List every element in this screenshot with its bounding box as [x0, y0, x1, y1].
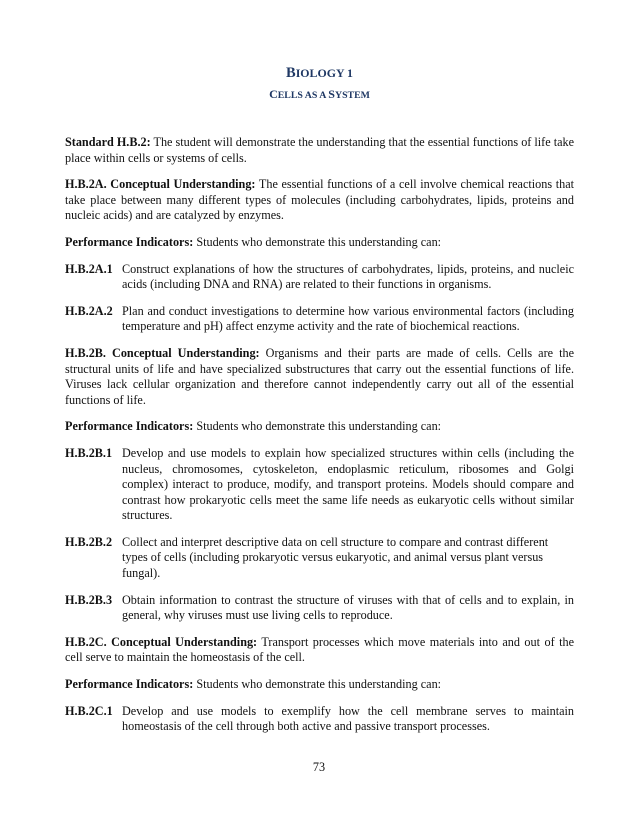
pi-heading-text: Students who demonstrate this understanding can: — [193, 419, 442, 434]
subtitle-rest-1: ELLS AS A — [277, 90, 329, 101]
indicator-text: Obtain information to contrast the structure of viruses with that of cells and to explain, in general, why viruses must use living cells to reproduce. — [122, 592, 574, 623]
cu-c-text: Transport processes which move materials into and out of the cell serve to maintain the homeostasis of the cell. — [65, 634, 574, 665]
title-cap: B — [286, 65, 296, 81]
indicator-text: Construct explanations of how the structures of carbohydrates, lipids, proteins, and nucleic acids (including DNA and RNA) are related to their functions in organisms. — [122, 261, 574, 292]
indicator-item — [65, 304, 574, 335]
title-rest: IOLOGY 1 — [295, 66, 353, 80]
indicator-code: H.B.2A.1 — [65, 261, 113, 276]
indicator-code: H.B.2A.2 — [65, 303, 113, 318]
conceptual-understanding-c — [65, 635, 574, 666]
performance-indicators-heading-b — [65, 419, 574, 435]
cu-b-label: H.B.2B. Conceptual Understanding: — [65, 345, 260, 360]
cu-a-text: The essential functions of a cell involve chemical reactions that take place between many different types of molecules (including carbohydrates, lipids, proteins and nucleic acids) and are catalyzed by enzymes. — [65, 177, 574, 223]
page-title — [65, 64, 574, 82]
indicator-code: H.B.2C.1 — [65, 703, 113, 718]
performance-indicators-heading-a — [65, 235, 574, 251]
indicator-item — [65, 704, 574, 735]
indicator-code: H.B.2B.3 — [65, 592, 113, 607]
standard-label: Standard H.B.2: — [65, 135, 151, 149]
pi-heading-text: Students who demonstrate this understanding can: — [193, 677, 442, 692]
indicator-item — [65, 446, 574, 524]
pi-heading-label: Performance Indicators: — [65, 677, 194, 692]
subtitle-rest-2: YSTEM — [334, 90, 370, 101]
pi-heading-text: Students who demonstrate this understanding can: — [193, 234, 442, 249]
cu-b-text: Organisms and their parts are made of cells. Cells are the structural units of life and have specialized substructures that carry out the essential functions of life. Viruses lack cellular organization and therefore cannot independently carry out all of the essential functions of life. — [65, 345, 574, 407]
standard-text: The student will demonstrate the understanding that the essential functions of life take place within cells or systems of cells. — [65, 135, 575, 165]
standard-paragraph — [65, 135, 574, 166]
indicator-item — [65, 535, 574, 582]
conceptual-understanding-b — [65, 346, 574, 408]
performance-indicators-heading-c — [65, 677, 574, 693]
conceptual-understanding-a — [65, 177, 574, 224]
indicator-text: Collect and interpret descriptive data on cell structure to compare and contrast different types of cells (including prokaryotic versus eukaryotic, and animal versus plant versus fungal). — [122, 534, 549, 581]
cu-c-label: H.B.2C. Conceptual Understanding: — [65, 634, 258, 649]
indicator-item — [65, 593, 574, 624]
indicator-code: H.B.2B.1 — [65, 445, 113, 460]
page-subtitle — [65, 86, 574, 104]
cu-a-label: H.B.2A. Conceptual Understanding: — [65, 177, 256, 192]
subtitle-cap-1: C — [269, 87, 278, 101]
indicator-text: Plan and conduct investigations to determine how various environmental factors (including temperature and pH) affect enzyme activity and the rate of biochemical reactions. — [122, 303, 574, 334]
indicator-code: H.B.2B.2 — [65, 534, 113, 549]
page-number: 73 — [312, 760, 326, 774]
indicator-text: Develop and use models to explain how specialized structures within cells (including the nucleus, chromosomes, cytoskeleton, endoplasmic reticulum, ribosomes and Golgi complex) interact to produce, modify, and transport proteins. Models should compare and contrast how prokaryotic cells meet the same life needs as eukaryotic cells without similar structures. — [122, 445, 574, 523]
document-page — [65, 64, 574, 735]
pi-heading-label: Performance Indicators: — [65, 234, 194, 249]
indicator-text: Develop and use models to exemplify how the cell membrane serves to maintain homeostasis of the cell through both active and passive transport processes. — [122, 703, 574, 734]
pi-heading-label: Performance Indicators: — [65, 419, 194, 434]
subtitle-cap-2: S — [328, 87, 335, 101]
indicator-item — [65, 262, 574, 293]
